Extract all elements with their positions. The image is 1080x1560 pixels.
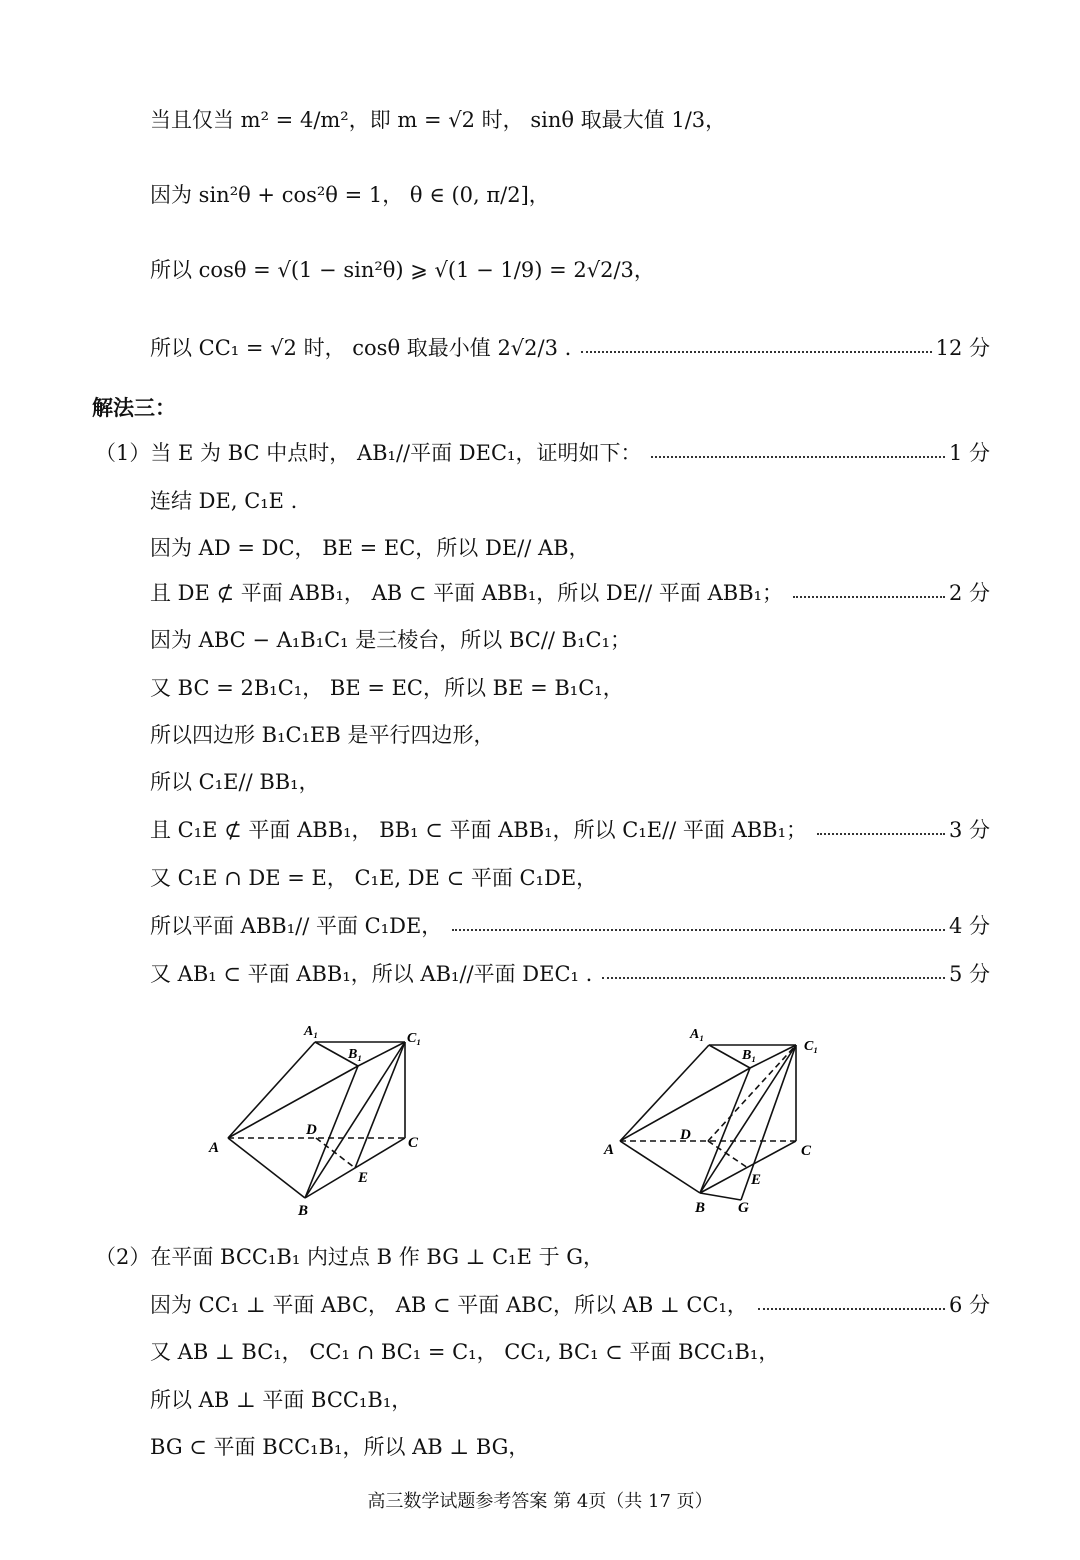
text-line bbox=[150, 481, 990, 521]
page-footer: 高三数学试题参考答案 第 4页（共 17 页） bbox=[367, 1491, 713, 1512]
line-text: 所以 AB ⊥ 平面 BCC₁B₁， bbox=[150, 1388, 413, 1412]
text-line bbox=[150, 1380, 990, 1420]
line-text: 因为 AD = DC， BE = EC，所以 DE// AB， bbox=[150, 536, 590, 560]
text-line bbox=[150, 858, 990, 898]
line-text: 当且仅当 m² = 4/m²，即 m = √2 时， sinθ 取最大值 1/3， bbox=[150, 108, 727, 132]
score-label: 5 分 bbox=[948, 962, 990, 986]
text-line bbox=[150, 810, 990, 850]
label-D: D bbox=[680, 1127, 691, 1143]
leader-dots bbox=[793, 596, 945, 598]
label-E: E bbox=[751, 1172, 762, 1188]
score-label: 3 分 bbox=[948, 818, 990, 842]
label-A1: A₁ bbox=[304, 1024, 319, 1039]
label-A: A bbox=[209, 1140, 220, 1156]
score-label: 4 分 bbox=[948, 914, 990, 938]
text-line bbox=[150, 328, 990, 368]
text-line bbox=[150, 100, 990, 140]
label-B: B bbox=[298, 1203, 309, 1219]
text-line bbox=[150, 668, 990, 708]
text-line bbox=[150, 175, 990, 215]
leader-dots bbox=[581, 351, 931, 353]
label-D: D bbox=[306, 1122, 317, 1138]
line-text: 又 AB ⊥ BC₁， CC₁ ∩ BC₁ = C₁， CC₁, BC₁ ⊂ 平面 BCC₁B₁， bbox=[150, 1340, 780, 1364]
text-line bbox=[95, 433, 990, 473]
label-A1: A₁ bbox=[690, 1027, 705, 1042]
leader-dots bbox=[602, 977, 945, 979]
line-text: 且 C₁E ⊄ 平面 ABB₁， BB₁ ⊂ 平面 ABB₁，所以 C₁E// 平面 ABB₁； bbox=[150, 818, 808, 842]
label-A: A bbox=[604, 1142, 615, 1158]
line-text: 又 BC = 2B₁C₁， BE = EC，所以 BE = B₁C₁， bbox=[150, 676, 624, 700]
line-text: （2）在平面 BCC₁B₁ 内过点 B 作 BG ⊥ C₁E 于 G， bbox=[95, 1245, 605, 1269]
leader-dots bbox=[817, 833, 945, 835]
line-text: BG ⊂ 平面 BCC₁B₁，所以 AB ⊥ BG， bbox=[150, 1435, 530, 1459]
label-C1: C₁ bbox=[407, 1031, 422, 1046]
line-text: 因为 sin²θ + cos²θ = 1， θ ∈ (0, π/2]， bbox=[150, 183, 550, 207]
line-text: 又 C₁E ∩ DE = E， C₁E, DE ⊂ 平面 C₁DE， bbox=[150, 866, 598, 890]
score-label: 2 分 bbox=[948, 581, 990, 605]
frustum-figure-left bbox=[200, 1015, 440, 1220]
score-label: 12 分 bbox=[935, 336, 990, 360]
label-B: B bbox=[695, 1200, 706, 1216]
label-B1: B₁ bbox=[348, 1047, 363, 1062]
label-G: G bbox=[738, 1200, 749, 1216]
text-line bbox=[150, 906, 990, 946]
label-C1: C₁ bbox=[804, 1039, 819, 1054]
line-text: （1）当 E 为 BC 中点时， AB₁//平面 DEC₁，证明如下： bbox=[95, 441, 642, 465]
text-line bbox=[95, 1237, 990, 1277]
label-C: C bbox=[801, 1143, 812, 1159]
text-line bbox=[150, 762, 990, 802]
line-text: 所以 C₁E// BB₁， bbox=[150, 770, 320, 794]
score-label: 6 分 bbox=[948, 1293, 990, 1317]
leader-dots bbox=[651, 456, 945, 458]
frustum-figure-right bbox=[598, 1018, 838, 1223]
line-text: 所以 CC₁ = √2 时， cosθ 取最小值 2√2/3 . bbox=[150, 336, 572, 360]
line-text: 因为 CC₁ ⊥ 平面 ABC， AB ⊂ 平面 ABC，所以 AB ⊥ CC₁， bbox=[150, 1293, 748, 1317]
text-line bbox=[150, 528, 990, 568]
line-text: 且 DE ⊄ 平面 ABB₁， AB ⊂ 平面 ABB₁，所以 DE// 平面 ABB₁； bbox=[150, 581, 784, 605]
text-line bbox=[150, 954, 990, 994]
text-line bbox=[150, 715, 990, 755]
section-heading: 解法三： bbox=[92, 396, 176, 420]
label-E: E bbox=[358, 1170, 369, 1186]
leader-dots bbox=[758, 1308, 945, 1310]
line-text: 所以 cosθ = √(1 − sin²θ) ⩾ √(1 − 1/9) = 2√2/3， bbox=[150, 258, 655, 282]
text-line bbox=[150, 573, 990, 613]
text-line bbox=[150, 1332, 990, 1372]
line-text: 因为 ABC − A₁B₁C₁ 是三棱台，所以 BC// B₁C₁； bbox=[150, 628, 631, 652]
label-C: C bbox=[408, 1135, 419, 1151]
leader-dots bbox=[452, 929, 945, 931]
text-line bbox=[150, 620, 990, 660]
line-text: 连结 DE, C₁E . bbox=[150, 489, 298, 513]
score-label: 1 分 bbox=[948, 441, 990, 465]
text-line bbox=[150, 1427, 990, 1467]
line-text: 所以四边形 B₁C₁EB 是平行四边形， bbox=[150, 723, 495, 747]
text-line bbox=[150, 250, 990, 290]
line-text: 又 AB₁ ⊂ 平面 ABB₁，所以 AB₁//平面 DEC₁ . bbox=[150, 962, 593, 986]
label-B1: B₁ bbox=[742, 1048, 757, 1063]
text-line bbox=[150, 1285, 990, 1325]
line-text: 所以平面 ABB₁// 平面 C₁DE， bbox=[150, 914, 443, 938]
